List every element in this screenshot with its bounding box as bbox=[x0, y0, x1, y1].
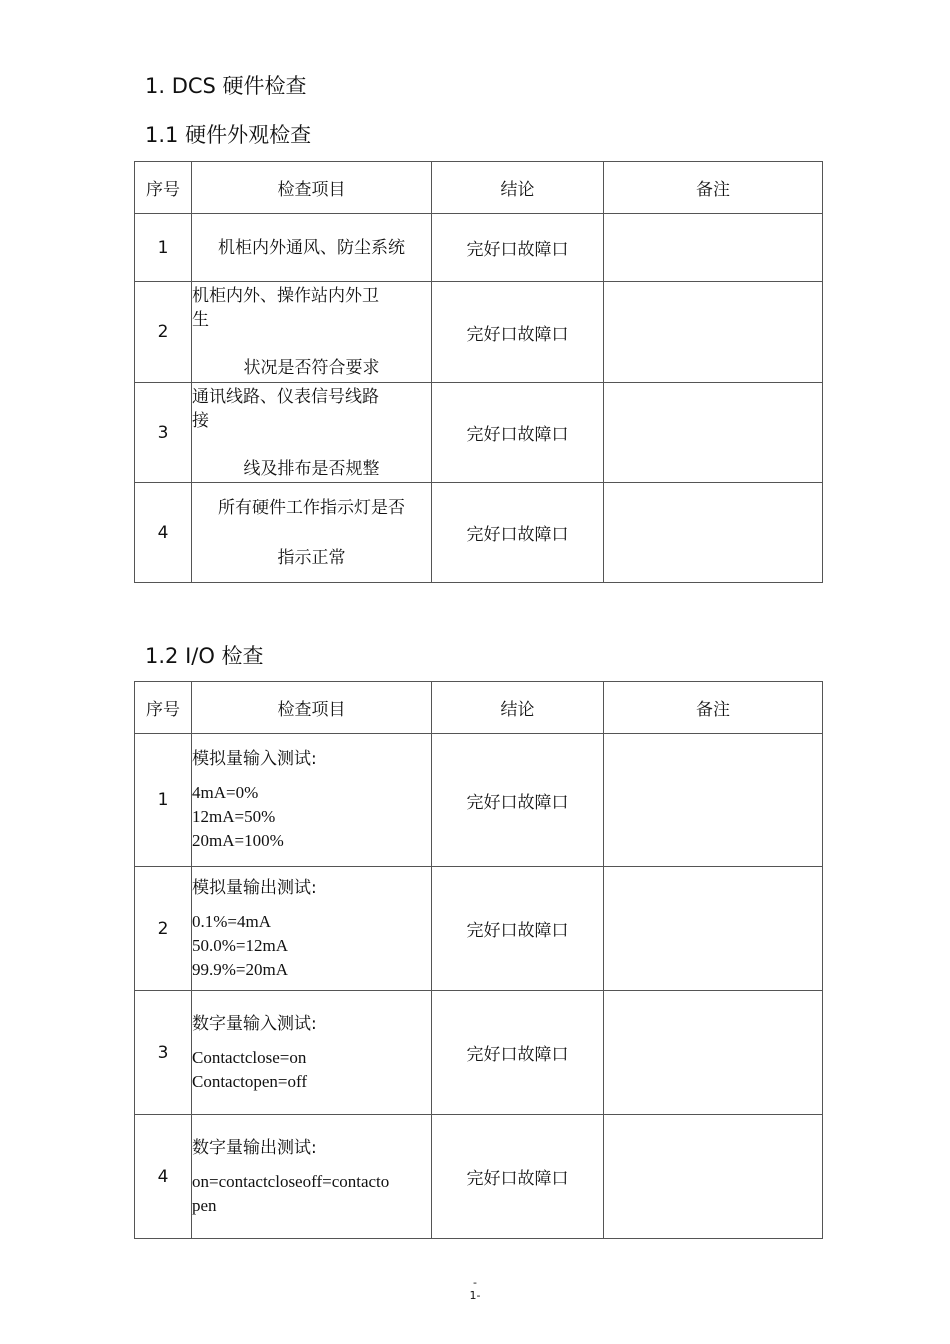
row-note bbox=[604, 282, 823, 383]
row-result: 完好口故障口 bbox=[432, 282, 604, 383]
row-item bbox=[192, 867, 432, 991]
row-no: 2 bbox=[135, 282, 192, 383]
item-line: 线及排布是否规整 bbox=[243, 458, 380, 479]
table-row bbox=[135, 734, 823, 867]
row-item bbox=[192, 991, 432, 1115]
test-value: pen bbox=[192, 1195, 217, 1215]
page-footer bbox=[0, 1276, 950, 1302]
row-note bbox=[604, 383, 823, 483]
item-line: 机柜内外通风、防尘系统 bbox=[218, 237, 405, 258]
section-heading-dcs: 1. DCS 硬件检查 bbox=[145, 74, 307, 98]
header-result: 结论 bbox=[432, 162, 604, 214]
row-note bbox=[604, 483, 823, 583]
io-check-table bbox=[134, 681, 823, 1239]
row-item bbox=[192, 383, 432, 483]
row-note bbox=[604, 734, 823, 867]
test-label: 数字量输入测试: bbox=[192, 1013, 317, 1034]
footer-dash: - bbox=[473, 1276, 477, 1289]
test-value: 50.0%=12mA bbox=[192, 935, 288, 955]
header-no: 序号 bbox=[135, 682, 192, 734]
test-value: 12mA=50% bbox=[192, 807, 276, 826]
header-item: 检查项目 bbox=[192, 682, 432, 734]
table-row bbox=[135, 383, 823, 483]
table-row bbox=[135, 214, 823, 282]
item-line: 通讯线路、仪表信号线路 bbox=[192, 386, 379, 407]
item-line: 指示正常 bbox=[277, 547, 346, 568]
row-note bbox=[604, 1115, 823, 1239]
row-item bbox=[192, 214, 432, 282]
item-line: 生 bbox=[192, 310, 209, 330]
row-note bbox=[604, 214, 823, 282]
section-heading-appearance: 1.1 硬件外观检查 bbox=[145, 123, 312, 147]
table-row bbox=[135, 991, 823, 1115]
test-value: on=contactcloseoff=contacto bbox=[192, 1171, 390, 1191]
test-value: 0.1%=4mA bbox=[192, 911, 271, 931]
header-item: 检查项目 bbox=[192, 162, 432, 214]
header-no: 序号 bbox=[135, 162, 192, 214]
row-result: 完好口故障口 bbox=[432, 991, 604, 1115]
table-header-row bbox=[135, 162, 823, 214]
test-value: 20mA=100% bbox=[192, 831, 284, 850]
row-result: 完好口故障口 bbox=[432, 734, 604, 867]
test-value: Contactclose=on bbox=[192, 1047, 307, 1067]
row-no: 4 bbox=[135, 1115, 192, 1239]
header-note: 备注 bbox=[604, 682, 823, 734]
item-line: 机柜内外、操作站内外卫 bbox=[192, 286, 379, 306]
table-row bbox=[135, 867, 823, 991]
test-label: 数字量输出测试: bbox=[192, 1137, 317, 1158]
row-no: 3 bbox=[135, 991, 192, 1115]
row-item bbox=[192, 734, 432, 867]
row-result: 完好口故障口 bbox=[432, 383, 604, 483]
header-result: 结论 bbox=[432, 682, 604, 734]
row-no: 4 bbox=[135, 483, 192, 583]
row-no: 1 bbox=[135, 734, 192, 867]
row-result: 完好口故障口 bbox=[432, 214, 604, 282]
page-number: 1- bbox=[469, 1289, 481, 1302]
row-note bbox=[604, 867, 823, 991]
item-line: 所有硬件工作指示灯是否 bbox=[218, 497, 405, 518]
table-header-row bbox=[135, 682, 823, 734]
table-row bbox=[135, 1115, 823, 1239]
row-no: 3 bbox=[135, 383, 192, 483]
item-line: 接 bbox=[192, 410, 209, 431]
row-result: 完好口故障口 bbox=[432, 1115, 604, 1239]
test-label: 模拟量输出测试: bbox=[192, 877, 317, 898]
section-heading-io: 1.2 I/O 检查 bbox=[145, 644, 264, 668]
row-no: 2 bbox=[135, 867, 192, 991]
test-value: 4mA=0% bbox=[192, 783, 259, 802]
row-no: 1 bbox=[135, 214, 192, 282]
row-item bbox=[192, 1115, 432, 1239]
test-label: 模拟量输入测试: bbox=[192, 749, 317, 769]
row-item bbox=[192, 282, 432, 383]
test-value: 99.9%=20mA bbox=[192, 959, 288, 979]
row-result: 完好口故障口 bbox=[432, 483, 604, 583]
table-row bbox=[135, 282, 823, 383]
row-result: 完好口故障口 bbox=[432, 867, 604, 991]
row-note bbox=[604, 991, 823, 1115]
item-line: 状况是否符合要求 bbox=[243, 358, 380, 378]
test-value: Contactopen=off bbox=[192, 1071, 308, 1091]
table-row bbox=[135, 483, 823, 583]
hardware-appearance-table bbox=[134, 161, 823, 583]
header-note: 备注 bbox=[604, 162, 823, 214]
row-item bbox=[192, 483, 432, 583]
